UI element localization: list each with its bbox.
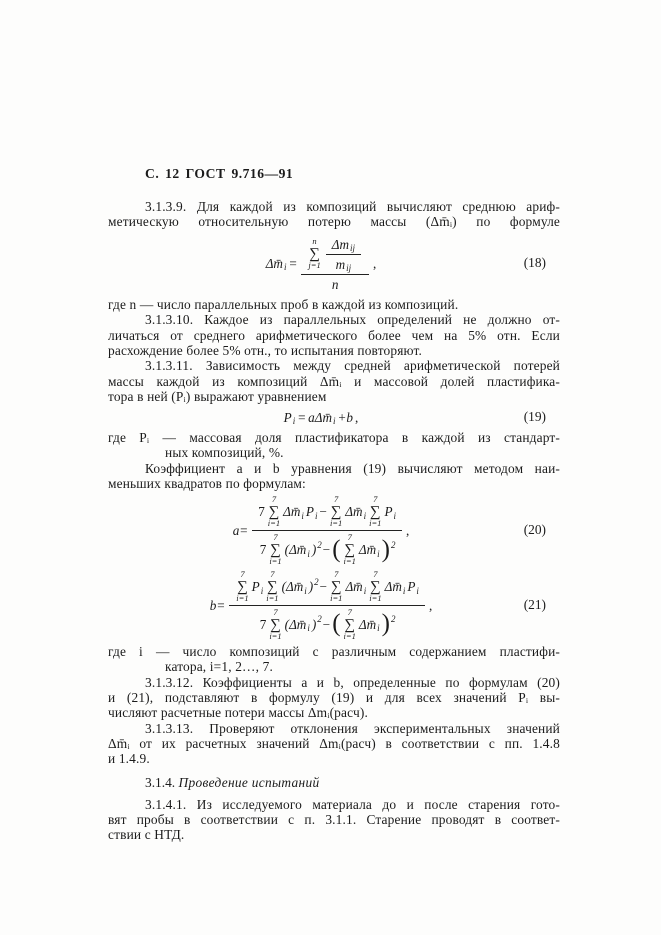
text-line: метическую относительную потерю массы (Δm̄ᵢ) по формуле: [108, 214, 560, 230]
formula-18-expression: Δm̄ i = n ∑ j=1 Δm ij m ij n ,: [265, 236, 377, 292]
text-line: 3.1.3.11. Зависимость между средней арифметической потерей: [145, 358, 560, 374]
text-line: 3.1.3.12. Коэффициенты a и b, определенные по формулам (20): [145, 674, 560, 690]
text-line: где Pᵢ — массовая доля пластификатора в каждой из стандарт-: [108, 430, 560, 446]
text-line: 3.1.3.13. Проверяют отклонения экспериментальных значений: [145, 720, 560, 736]
text-line: вят пробы в соответствии с п. 3.1.1. Старение проводят в соответ-: [108, 812, 560, 828]
formula-19: [108, 409, 560, 425]
text-line: где n — число параллельных проб в каждой из композиций.: [108, 297, 459, 313]
section-title: Проведение испытаний: [178, 774, 320, 790]
section-heading-314: [108, 775, 560, 790]
running-header: С. 12 ГОСТ 9.716—91: [145, 166, 294, 181]
formula-21: [108, 569, 560, 641]
equation-number-21: (21): [523, 597, 546, 613]
text-line: и 1.4.9.: [108, 751, 150, 767]
text-line: массы каждой из композиций Δm̄ᵢ и массовой долей пластифика-: [108, 373, 560, 389]
formula-19-expression: P i = aΔm̄ i +b ,: [283, 409, 359, 426]
formula-18: [108, 235, 560, 293]
text-line: Δm̄ᵢ от их расчетных значений Δmᵢ(расч) в соответствии с пп. 1.4.8: [108, 735, 560, 751]
text-line: ствии с НТД.: [108, 827, 185, 843]
equation-number-20: (20): [523, 522, 546, 538]
text-line: Коэффициент a и b уравнения (19) вычисляют методом наи-: [145, 460, 560, 476]
text-line: тора в ней (Pᵢ) выражают уравнением: [108, 388, 327, 404]
equation-number-18: (18): [523, 255, 546, 271]
section-number: 3.1.4.: [145, 774, 176, 790]
text-line: где i — число композиций с различным содержанием пластифи-: [108, 644, 560, 660]
text-line: числяют расчетные потери массы Δmᵢ(расч).: [108, 705, 368, 721]
formula-20-expression: a= 7 7 ∑ i=1 Δm̄ i P i − 7 ∑ i=1 Δm̄ i 7 ∑ i=1 P i 7 7 ∑ i=1 (Δm̄ i ) 2 − ( 7 ∑ i=1 Δm̄ i ) 2 ,: [232, 494, 410, 566]
text-block: [108, 166, 560, 843]
text-line: личаться от среднего арифметического более чем на 5% отн. Если: [108, 327, 560, 343]
text-line: катора, i=1, 2…, 7.: [165, 659, 273, 675]
formula-20: [108, 494, 560, 566]
text-line: 3.1.4.1. Из исследуемого материала до и после старения гото-: [145, 796, 560, 812]
text-line: ных композиций, %.: [165, 445, 284, 461]
text-line: меньших квадратов по формулам:: [108, 476, 306, 492]
formula-21-expression: b= 7 ∑ i=1 P i 7 ∑ i=1 (Δm̄ i ) 2 − 7 ∑ i=1 Δm̄ i 7 ∑ i=1 Δm̄ i P i 7 7 ∑ i=1 (Δm̄ i ) 2 − ( 7 ∑ i=1 Δm̄ i ) 2 ,: [209, 569, 433, 641]
text-line: 3.1.3.9. Для каждой из композиций вычисляют среднюю ариф-: [145, 199, 560, 214]
equation-number-19: (19): [523, 409, 546, 425]
text-line: расхождение более 5% отн., то испытания повторяют.: [108, 343, 422, 358]
text-line: 3.1.3.10. Каждое из параллельных определений не должно от-: [145, 312, 560, 328]
text-line: и (21), подставляют в формулу (19) и для всех значений Pᵢ вы-: [108, 690, 560, 706]
